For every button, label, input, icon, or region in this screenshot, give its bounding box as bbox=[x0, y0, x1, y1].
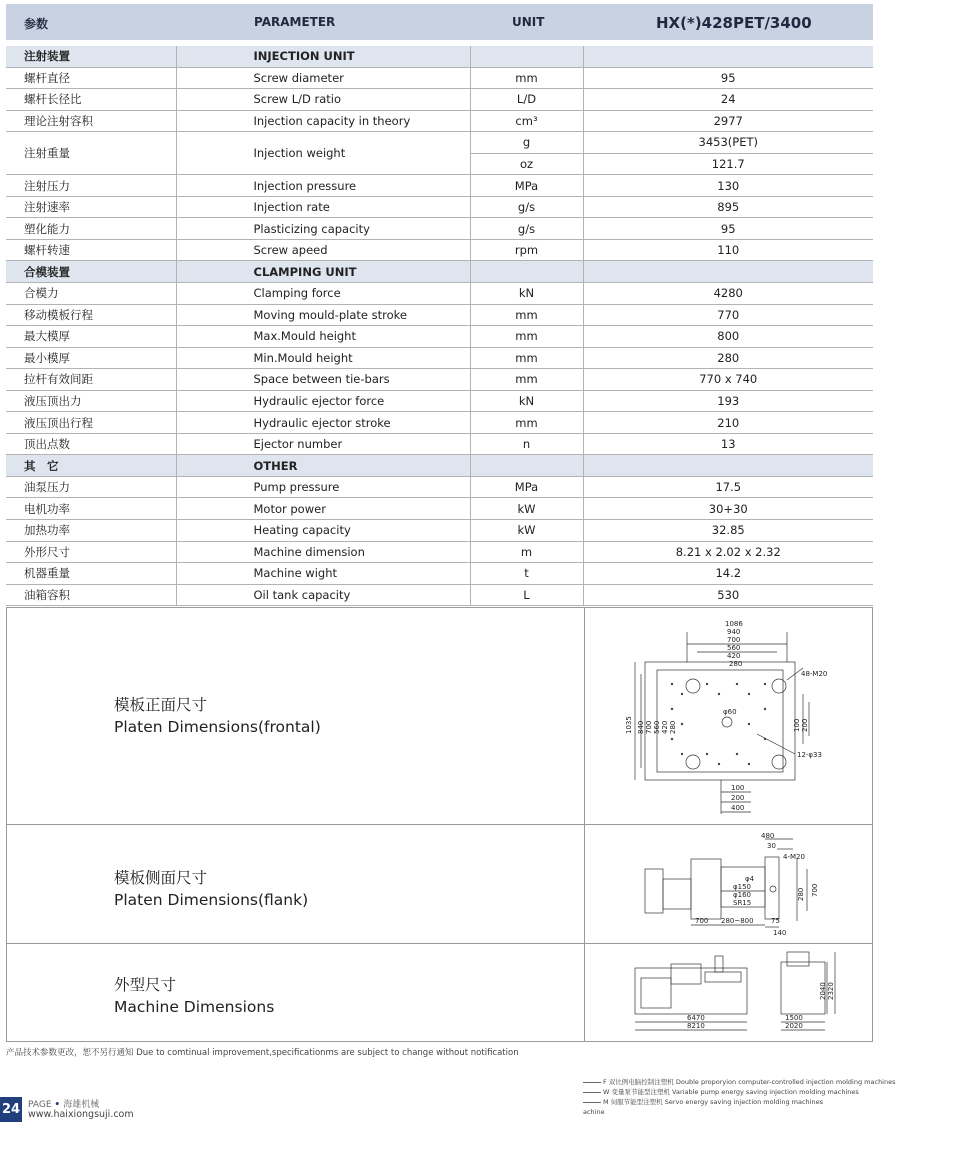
param-name-en: INJECTION UNIT bbox=[176, 46, 470, 67]
param-name-en: Injection pressure bbox=[176, 175, 470, 197]
param-value: 800 bbox=[583, 326, 873, 348]
param-name-zh: 其 它 bbox=[6, 455, 176, 477]
bullet-dot: • bbox=[54, 1100, 64, 1110]
table-row bbox=[6, 520, 873, 542]
param-unit: MPa bbox=[470, 175, 583, 197]
param-name-en: Injection capacity in theory bbox=[176, 110, 470, 132]
param-name-zh: 液压顶出力 bbox=[6, 390, 176, 412]
param-name-zh: 油泵压力 bbox=[6, 476, 176, 498]
param-unit: kW bbox=[470, 520, 583, 542]
param-unit bbox=[470, 46, 583, 67]
param-name-zh: 注射装置 bbox=[6, 46, 176, 67]
param-value: 770 bbox=[583, 304, 873, 326]
param-unit: mm bbox=[470, 347, 583, 369]
website-link[interactable]: www.haixiongsuji.com bbox=[28, 1109, 134, 1120]
param-name-zh: 注射速率 bbox=[6, 196, 176, 218]
param-name-en: Pump pressure bbox=[176, 476, 470, 498]
param-value: 130 bbox=[583, 175, 873, 197]
machine-outline-drawing bbox=[631, 948, 843, 1040]
param-name-en: Min.Mould height bbox=[176, 347, 470, 369]
flank-diagram-panel bbox=[6, 824, 873, 944]
flank-bottom-dim: 140 bbox=[773, 929, 787, 937]
param-unit bbox=[470, 261, 583, 283]
frontal-right-dim: 100 bbox=[793, 718, 801, 732]
frontal-top-dim: 1086 bbox=[725, 620, 743, 628]
frontal-hole-note: 48-M20 bbox=[801, 670, 828, 678]
param-unit: cm³ bbox=[470, 110, 583, 132]
frontal-diagram-panel bbox=[6, 607, 873, 825]
header-param-en: PARAMETER bbox=[254, 15, 336, 29]
table-row bbox=[6, 67, 873, 89]
param-value: 3453(PET) bbox=[583, 132, 873, 154]
param-name-en: Oil tank capacity bbox=[176, 584, 470, 606]
machine-length-dim: 6470 bbox=[687, 1014, 705, 1022]
frontal-bottom-dim: 200 bbox=[731, 794, 745, 802]
frontal-platen-drawing bbox=[627, 614, 847, 822]
machine-label bbox=[114, 974, 274, 1018]
table-row bbox=[6, 283, 873, 305]
param-unit: L bbox=[470, 584, 583, 606]
table-row bbox=[6, 89, 873, 111]
frontal-left-dim: 700 bbox=[645, 720, 653, 734]
param-unit: rpm bbox=[470, 239, 583, 261]
param-name-zh: 加热功率 bbox=[6, 520, 176, 542]
param-unit: mm bbox=[470, 326, 583, 348]
model-legend bbox=[583, 1077, 896, 1117]
param-name-zh: 注射重量 bbox=[6, 132, 176, 175]
param-name-en: Hydraulic ejector force bbox=[176, 390, 470, 412]
header-unit: UNIT bbox=[512, 15, 545, 29]
param-unit bbox=[470, 455, 583, 477]
frontal-left-dim: 1035 bbox=[625, 716, 633, 734]
table-header bbox=[6, 4, 873, 40]
table-row bbox=[6, 412, 873, 434]
param-value: 95 bbox=[583, 218, 873, 240]
param-name-zh: 螺杆直径 bbox=[6, 67, 176, 89]
param-name-en: Screw L/D ratio bbox=[176, 89, 470, 111]
param-value: 530 bbox=[583, 584, 873, 606]
param-value: 30+30 bbox=[583, 498, 873, 520]
legend-tail: achine bbox=[583, 1108, 605, 1116]
table-row bbox=[6, 218, 873, 240]
param-name-zh: 螺杆转速 bbox=[6, 239, 176, 261]
param-name-zh: 最小模厚 bbox=[6, 347, 176, 369]
flank-right-dim: 280 bbox=[797, 887, 805, 901]
flank-nozzle-note: φ150 bbox=[733, 883, 751, 891]
flank-nozzle-note: SR15 bbox=[733, 899, 752, 907]
section-row bbox=[6, 46, 873, 67]
param-value: 14.2 bbox=[583, 563, 873, 585]
frontal-top-dim: 560 bbox=[727, 644, 741, 652]
param-unit: mm bbox=[470, 304, 583, 326]
param-value bbox=[583, 261, 873, 283]
param-name-en: Motor power bbox=[176, 498, 470, 520]
table-row bbox=[6, 584, 873, 606]
frontal-center-note: φ60 bbox=[723, 708, 737, 716]
frontal-bottom-dim: 400 bbox=[731, 804, 745, 812]
disclaimer-note: 产品技术参数更改，恕不另行通知 Due to comtinual improvement,specificationms are subject to change without notification bbox=[6, 1048, 519, 1058]
machine-height-dim: 2320 bbox=[827, 982, 835, 1000]
param-value: 17.5 bbox=[583, 476, 873, 498]
flank-bottom-dim: 280~800 bbox=[721, 917, 754, 925]
param-unit: kN bbox=[470, 390, 583, 412]
flank-label bbox=[114, 867, 308, 911]
machine-label-en: Machine Dimensions bbox=[114, 998, 275, 1016]
param-value: 193 bbox=[583, 390, 873, 412]
param-name-en: Injection rate bbox=[176, 196, 470, 218]
machine-label-zh: 外型尺寸 bbox=[114, 976, 177, 994]
param-name-en: Screw apeed bbox=[176, 239, 470, 261]
legend-item bbox=[583, 1097, 896, 1107]
header-param-zh: 参数 bbox=[24, 17, 49, 31]
legend-text: W 变量泵节能型注塑机 Variable pump energy saving injection molding machines bbox=[603, 1088, 859, 1096]
table-row bbox=[6, 563, 873, 585]
param-unit: g bbox=[470, 132, 583, 154]
table-row bbox=[6, 433, 873, 455]
param-name-zh: 机器重量 bbox=[6, 563, 176, 585]
brand-name: 海雄机械 bbox=[63, 1100, 100, 1110]
frontal-left-dim: 840 bbox=[637, 720, 645, 734]
param-name-en: Max.Mould height bbox=[176, 326, 470, 348]
section-row bbox=[6, 261, 873, 283]
page-label: PAGE bbox=[28, 1100, 52, 1110]
frontal-left-dim: 420 bbox=[661, 720, 669, 734]
param-unit: mm bbox=[470, 67, 583, 89]
table-row bbox=[6, 369, 873, 391]
frontal-top-dim: 940 bbox=[727, 628, 741, 636]
header-model: HX(*)428PET/3400 bbox=[656, 14, 812, 32]
frontal-label bbox=[114, 694, 321, 738]
frontal-label-en: Platen Dimensions(frontal) bbox=[114, 718, 321, 736]
flank-top-dim: 30 bbox=[767, 842, 776, 850]
param-unit: g/s bbox=[470, 218, 583, 240]
spec-table bbox=[6, 46, 873, 606]
flank-label-en: Platen Dimensions(flank) bbox=[114, 891, 309, 909]
param-name-zh: 液压顶出行程 bbox=[6, 412, 176, 434]
param-name-en: OTHER bbox=[176, 455, 470, 477]
param-name-en: Machine dimension bbox=[176, 541, 470, 563]
frontal-right-dim: 200 bbox=[801, 718, 809, 732]
flank-thread-note: 4-M20 bbox=[783, 853, 805, 861]
frontal-top-dim: 700 bbox=[727, 636, 741, 644]
param-name-en: Machine wight bbox=[176, 563, 470, 585]
table-row bbox=[6, 541, 873, 563]
param-name-zh: 螺杆长径比 bbox=[6, 89, 176, 111]
machine-height-dim: 2040 bbox=[819, 982, 827, 1000]
param-name-en: Ejector number bbox=[176, 433, 470, 455]
param-name-en: Clamping force bbox=[176, 283, 470, 305]
param-name-zh: 最大模厚 bbox=[6, 326, 176, 348]
param-name-zh: 合模力 bbox=[6, 283, 176, 305]
param-value: 95 bbox=[583, 67, 873, 89]
machine-width-dim: 1500 bbox=[785, 1014, 803, 1022]
table-row bbox=[6, 476, 873, 498]
param-name-en: Heating capacity bbox=[176, 520, 470, 542]
table-row bbox=[6, 132, 873, 154]
param-value: 280 bbox=[583, 347, 873, 369]
table-row bbox=[6, 239, 873, 261]
param-unit: mm bbox=[470, 412, 583, 434]
table-row bbox=[6, 175, 873, 197]
param-name-en: Screw diameter bbox=[176, 67, 470, 89]
param-unit: t bbox=[470, 563, 583, 585]
legend-text: F 双比例电脑控制注塑机 Double proporyion computer-controlled injection molding machines bbox=[603, 1078, 896, 1086]
param-name-zh: 理论注射容积 bbox=[6, 110, 176, 132]
flank-nozzle-note: φ160 bbox=[733, 891, 751, 899]
param-value: 8.21 x 2.02 x 2.32 bbox=[583, 541, 873, 563]
param-name-en: Moving mould-plate stroke bbox=[176, 304, 470, 326]
param-name-en: Space between tie-bars bbox=[176, 369, 470, 391]
param-name-en: Injection weight bbox=[176, 132, 470, 175]
param-unit: L/D bbox=[470, 89, 583, 111]
table-row bbox=[6, 498, 873, 520]
param-name-zh: 顶出点数 bbox=[6, 433, 176, 455]
param-unit: oz bbox=[470, 153, 583, 175]
param-name-zh: 注射压力 bbox=[6, 175, 176, 197]
param-unit: kN bbox=[470, 283, 583, 305]
legend-item bbox=[583, 1107, 896, 1117]
param-value: 110 bbox=[583, 239, 873, 261]
panel-divider bbox=[584, 825, 585, 943]
param-name-en: Plasticizing capacity bbox=[176, 218, 470, 240]
frontal-label-zh: 模板正面尺寸 bbox=[114, 696, 208, 714]
param-name-zh: 拉杆有效间距 bbox=[6, 369, 176, 391]
param-unit: m bbox=[470, 541, 583, 563]
legend-item bbox=[583, 1087, 896, 1097]
frontal-top-dim: 420 bbox=[727, 652, 741, 660]
param-value: 210 bbox=[583, 412, 873, 434]
panel-divider bbox=[584, 944, 585, 1041]
param-name-zh: 油箱容积 bbox=[6, 584, 176, 606]
param-name-zh: 合模装置 bbox=[6, 261, 176, 283]
flank-bottom-dim: 75 bbox=[771, 917, 780, 925]
table-row bbox=[6, 347, 873, 369]
table-row bbox=[6, 196, 873, 218]
param-value: 32.85 bbox=[583, 520, 873, 542]
param-value: 13 bbox=[583, 433, 873, 455]
machine-width-dim: 2020 bbox=[785, 1022, 803, 1030]
param-name-zh: 塑化能力 bbox=[6, 218, 176, 240]
frontal-left-dim: 560 bbox=[653, 720, 661, 734]
param-value: 770 x 740 bbox=[583, 369, 873, 391]
machine-length-dim: 8210 bbox=[687, 1022, 705, 1030]
param-value: 4280 bbox=[583, 283, 873, 305]
param-unit: MPa bbox=[470, 476, 583, 498]
flank-bottom-dim: 700 bbox=[695, 917, 709, 925]
param-unit: kW bbox=[470, 498, 583, 520]
param-unit: mm bbox=[470, 369, 583, 391]
param-name-zh: 外形尺寸 bbox=[6, 541, 176, 563]
param-value: 121.7 bbox=[583, 153, 873, 175]
legend-item bbox=[583, 1077, 896, 1087]
frontal-tiebar-note: 12-φ33 bbox=[797, 751, 822, 759]
param-unit: n bbox=[470, 433, 583, 455]
flank-right-dim: 700 bbox=[811, 883, 819, 897]
flank-label-zh: 模板侧面尺寸 bbox=[114, 869, 208, 887]
page-number: 24 bbox=[0, 1097, 22, 1122]
flank-platen-drawing bbox=[637, 829, 847, 941]
param-value: 895 bbox=[583, 196, 873, 218]
param-name-en: CLAMPING UNIT bbox=[176, 261, 470, 283]
frontal-top-dim: 280 bbox=[729, 660, 743, 668]
param-name-en: Hydraulic ejector stroke bbox=[176, 412, 470, 434]
param-value bbox=[583, 455, 873, 477]
table-row bbox=[6, 326, 873, 348]
legend-text: M 伺服节能型注塑机 Servo energy saving injection molding machines bbox=[603, 1098, 823, 1106]
table-row bbox=[6, 304, 873, 326]
param-unit: g/s bbox=[470, 196, 583, 218]
frontal-bottom-dim: 100 bbox=[731, 784, 745, 792]
flank-nozzle-note: φ4 bbox=[745, 875, 755, 883]
param-value: 2977 bbox=[583, 110, 873, 132]
param-name-zh: 移动模板行程 bbox=[6, 304, 176, 326]
machine-diagram-panel bbox=[6, 943, 873, 1042]
flank-top-dim: 480 bbox=[761, 832, 775, 840]
table-row bbox=[6, 110, 873, 132]
param-value: 24 bbox=[583, 89, 873, 111]
panel-divider bbox=[584, 608, 585, 824]
section-row bbox=[6, 455, 873, 477]
frontal-left-dim: 280 bbox=[669, 720, 677, 734]
param-name-zh: 电机功率 bbox=[6, 498, 176, 520]
table-row bbox=[6, 390, 873, 412]
param-value bbox=[583, 46, 873, 67]
